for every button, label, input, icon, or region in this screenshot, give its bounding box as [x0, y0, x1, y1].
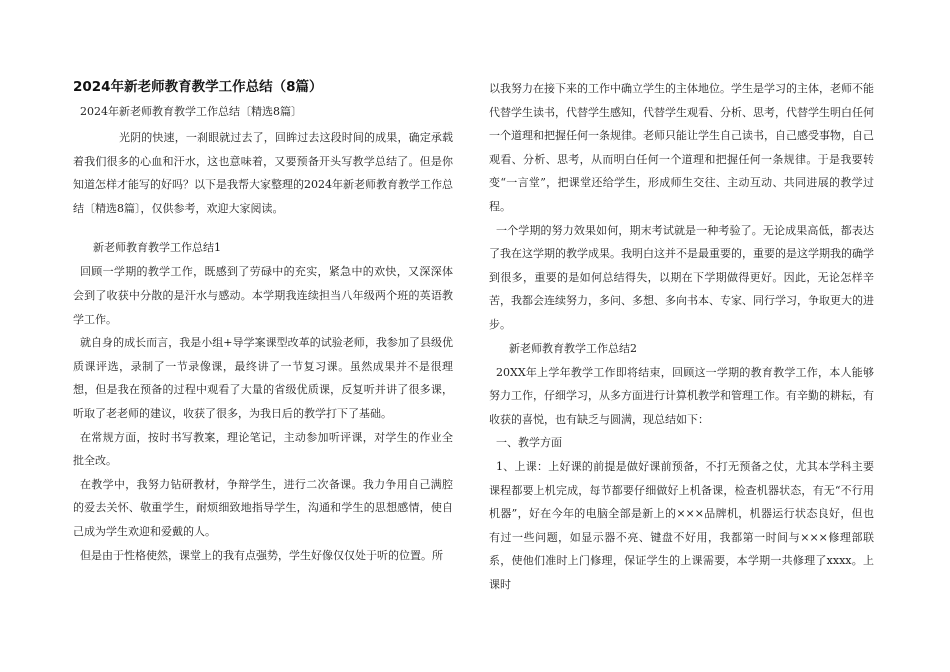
paragraph: 在常规方面，按时书写教案，理论笔记，主动参加听评课，对学生的作业全批全改。 — [73, 430, 453, 468]
section-heading: 新老师教育教学工作总结2 — [509, 341, 637, 355]
paragraph: 但是由于性格使然，课堂上的我有点强势，学生好像仅仅处于听的位置。所 — [80, 548, 443, 562]
paragraph: 一个学期的努力效果如何，期末考试就是一种考验了。无论成果高低，都表达了我在这学期的教学成果。我明白这并不是最重要的，重要的是这学期我的确学到很多，重要的是如何总结得失，以期在下学期做得更好。因此，无论怎样辛苦，我都会连续努力，多问、多想、多向书本、专家、同行学习，争取更大的进步。 — [489, 223, 874, 331]
document-title: 2024年新老师教育教学工作总结（8篇） — [73, 79, 323, 95]
left-column — [73, 78, 453, 567]
right-column — [489, 77, 874, 596]
paragraph: 回顾一学期的教学工作，既感到了劳碌中的充实，紧急中的欢快，又深深体会到了收获中分散的是汗水与感动。本学期我连续担当八年级两个班的英语教学工作。 — [73, 265, 453, 326]
intro-paragraph: 光阴的快速，一刹眼就过去了，回眸过去这段时间的成果，确定承载着我们很多的心血和汗水，这也意味着，又要预备开头写教学总结了。但是你知道怎样才能写的好吗？以下是我帮大家整理的2024年新老师教育教学工作总结〔精选8篇〕，仅供参考，欢迎大家阅读。 — [73, 131, 453, 215]
spacer — [73, 220, 453, 236]
section-heading: 新老师教育教学工作总结1 — [93, 241, 221, 255]
paragraph: 1、上课：上好课的前提是做好课前预备，不打无预备之仗，尤其本学科主要课程都要上机完成，每节都要仔细做好上机备课，检查机器状态，有无“不行用机器”，好在今年的电脑全部是新上的×××品牌机，机器运行状态良好，但也有过一些问题，如显示器不亮、键盘不好用，我都第一时间与×××修理部联系，使他们准时上门修理，保证学生的上课需要，本学期一共修理了xxxx。上课时 — [489, 459, 874, 591]
paragraph: 在教学中，我努力钻研教材，争辩学生，进行二次备课。我力争用自己满腔的爱去关怀、敬重学生，耐烦细致地指导学生，沟通和学生的思想感情，使自己成为学生欢迎和爱戴的人。 — [73, 477, 453, 538]
paragraph: 以我努力在接下来的工作中确立学生的主体地位。学生是学习的主体，老师不能代替学生读书，代替学生感知，代替学生观看、分析、思考，代替学生明白任何一个道理和把握任何一条规律。老师只能让学生自己读书，自己感受事物，自己观看、分析、思考，从而明白任何一个道理和把握任何一条规律。于是我要转变“一言堂”，把课堂还给学生，形成师生交往、主动互动、共同进展的教学过程。 — [489, 82, 874, 213]
paragraph: 一、教学方面 — [496, 436, 562, 450]
paragraph: 就自身的成长而言，我是小组+导学案课型改革的试验老师，我参加了县级优质课评选，录制了一节录像课，最终讲了一节复习课。虽然成果并不是很理想，但是我在预备的过程中观看了大量的省级优质课，反复听并讲了很多课，听取了老老师的建议，收获了很多，为我日后的教学打下了基础。 — [73, 336, 453, 420]
document-subtitle: 2024年新老师教育教学工作总结〔精选8篇〕 — [80, 105, 302, 118]
paragraph: 20XX年上学年教学工作即将结束，回顾这一学期的教育教学工作，本人能够努力工作，仔细学习，从多方面进行计算机教学和管理工作。有辛勤的耕耘，有收获的喜悦，也有缺乏与圆满，现总结如下： — [489, 365, 874, 426]
